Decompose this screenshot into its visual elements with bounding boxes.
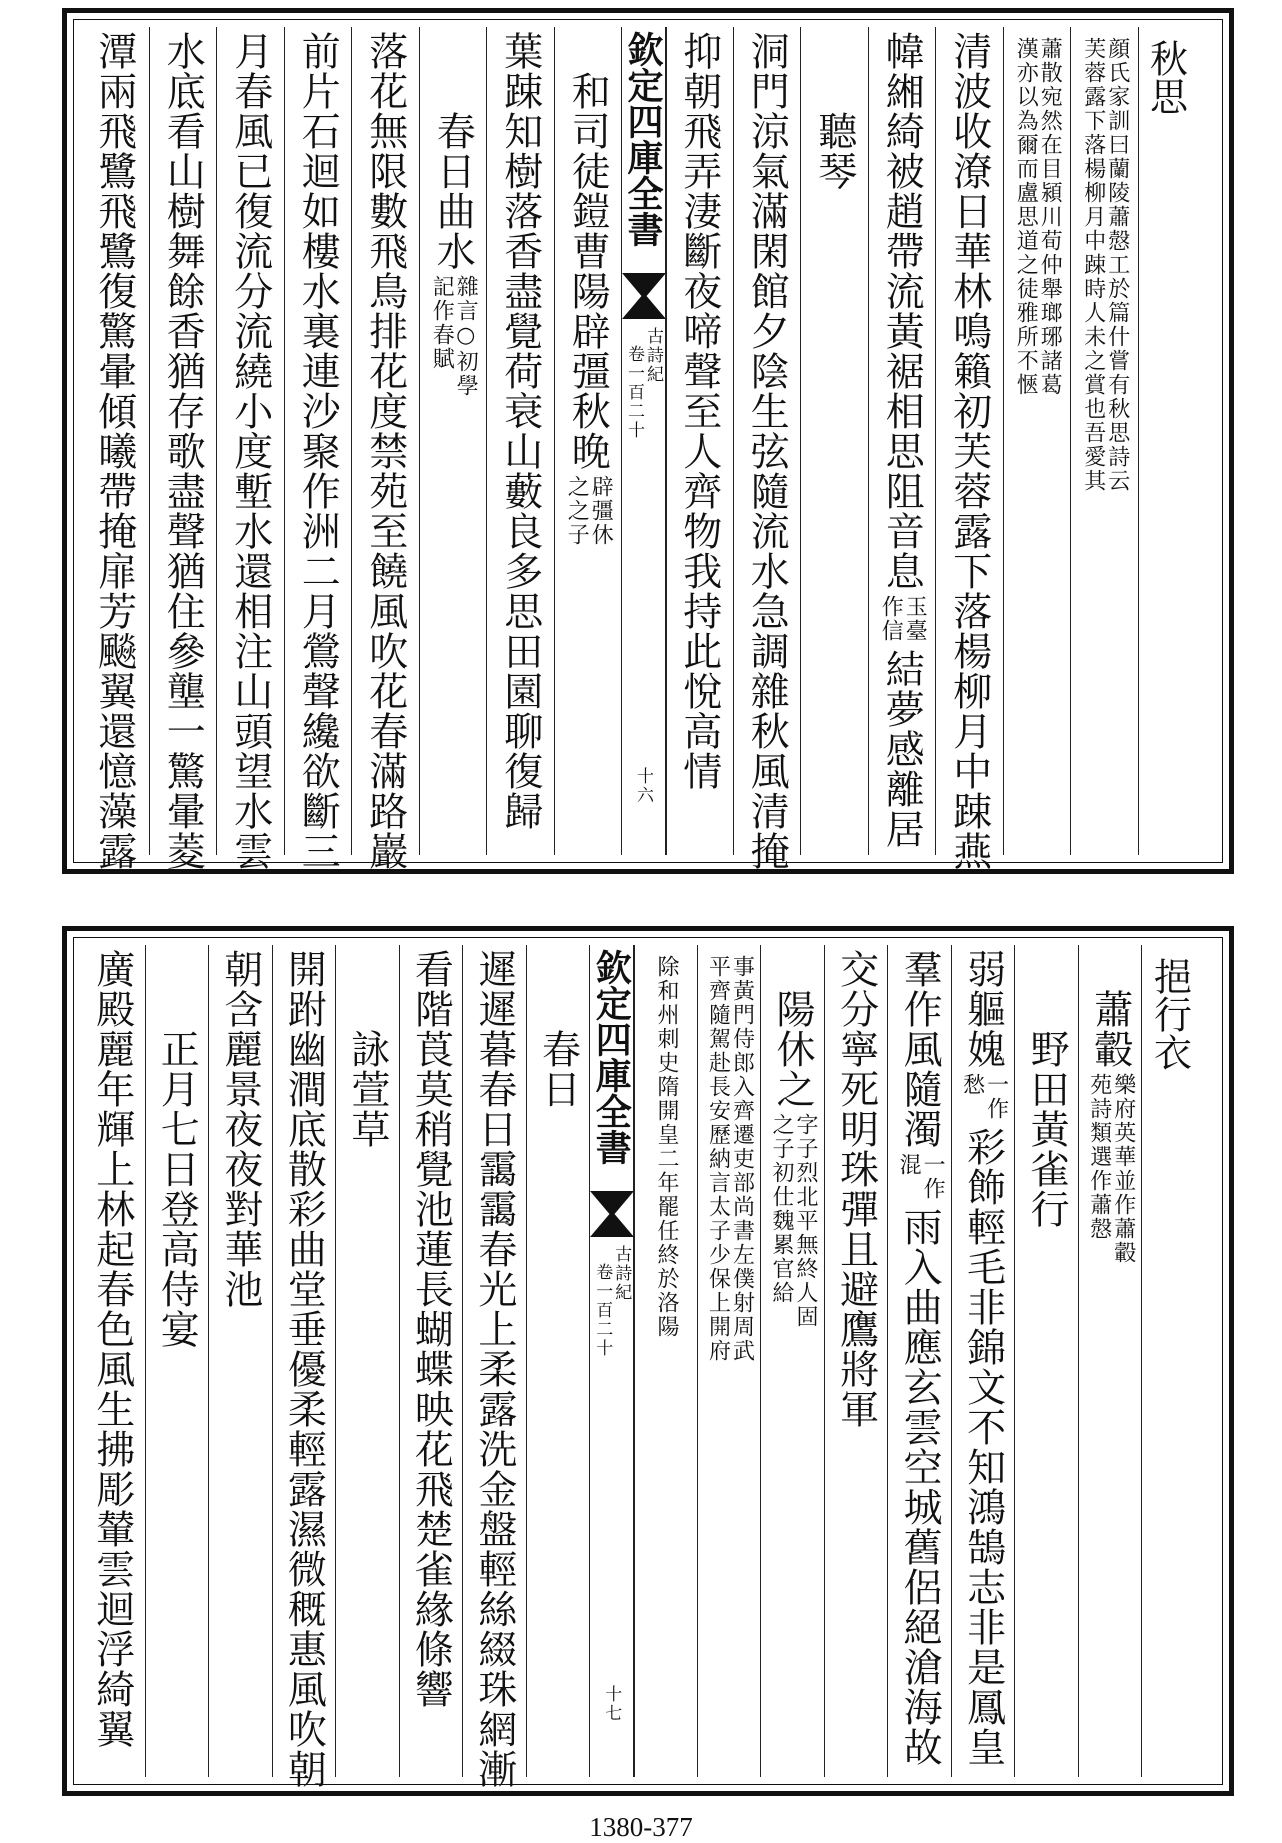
annotation-line-right: 事黃門侍郎入齊遷吏部尚書左僕射周武	[729, 955, 755, 1363]
note-right: 樂府英華並作蕭轂	[1110, 1073, 1136, 1265]
text-column	[1070, 27, 1139, 855]
text-column	[935, 27, 1004, 871]
verse-line: 蕭轂	[1087, 949, 1133, 1069]
text-column	[216, 27, 285, 871]
text-column	[951, 945, 1016, 1777]
text-column	[419, 27, 488, 855]
text-column	[1014, 945, 1079, 1777]
annotation-line: 除和州刺史隋開皇二年罷任終於洛陽	[653, 955, 679, 1339]
verse-line: 水底看山樹舞餘香猶存歌盡聲猶住參壟一驚暈菱	[160, 31, 206, 871]
verse-line: 和司徒鎧曹陽辟彊秋晚	[565, 31, 611, 471]
text-column	[462, 945, 527, 1789]
verse-line-continued: 雨入曲應玄雲空城舊侶絕滄海故	[897, 1207, 943, 1767]
verse-line: 聽琴	[811, 31, 857, 191]
book-title-mark: 古詩紀	[611, 1245, 632, 1302]
text-column	[621, 27, 667, 855]
verse-line: 春日	[535, 949, 581, 1109]
text-column	[824, 945, 889, 1777]
text-column	[633, 945, 698, 1777]
verse-line: 朝含麗景夜夜對華池	[217, 949, 263, 1309]
annotation-line-left: 漢亦以為爾而盧思道之徒雅所不愜	[1013, 37, 1039, 397]
verse-line: 開跗幽澗底散彩曲堂垂優柔輕露濕微穊惠風吹朝	[281, 949, 327, 1789]
verse-line: 洞門涼氣滿閑館夕陰生弦隨流水急調雜秋風清掩	[744, 31, 790, 871]
annotation-line-right: 顔氏家訓曰蘭陵蕭慤工於篇什嘗有秋思詩云	[1104, 37, 1130, 493]
bottom-page-columns	[81, 945, 1215, 1789]
text-column	[145, 945, 210, 1777]
book-banner: 欽定四庫全書	[622, 31, 664, 247]
text-column	[887, 945, 952, 1777]
text-column	[1003, 27, 1072, 855]
text-column	[335, 945, 400, 1777]
book-title-mark: 古詩紀	[643, 327, 663, 384]
verse-line: 月春風已復流分流繞小度塹水還相注山頭望水雲	[227, 31, 273, 871]
fishtail-mark-bottom	[590, 1211, 634, 1237]
volume-mark: 卷一百二十	[592, 1263, 613, 1358]
column-title: 挹行衣	[1147, 957, 1192, 1071]
note-left: 混	[896, 1153, 922, 1177]
verse-line: 看階莨莫稍覺池蓮長蝴蝶映花飛楚雀緣條響	[408, 949, 454, 1709]
verse-line: 遲遲暮春日靄靄春光上柔露洗金盤輕絲綴珠網漸	[471, 949, 517, 1789]
note-right: 一作	[983, 1073, 1009, 1121]
verse-line: 廣殿麗年輝上林起春色風生拂彫輦雲迴浮綺翼	[89, 949, 135, 1749]
text-column	[554, 27, 623, 855]
note-left: 記作春賦	[429, 275, 455, 371]
text-column	[760, 945, 825, 1777]
text-column	[208, 945, 273, 1777]
text-column	[399, 945, 464, 1777]
text-column	[1141, 945, 1206, 1777]
leaf-number: 十七	[601, 1685, 622, 1723]
text-column	[800, 27, 869, 855]
verse-line: 陽休之	[770, 949, 816, 1109]
verse-line: 潭兩飛鷺飛鷺復驚暈傾曦帶掩扉芳飈翼還憶藻露	[91, 31, 137, 871]
note-right: 辟彊休	[588, 475, 614, 547]
verse-line: 春日曲水	[430, 31, 476, 271]
annotation-line-right: 蕭散宛然在目潁川荀仲舉瑯琊諸葛	[1037, 37, 1063, 397]
note-left: 愁	[959, 1073, 985, 1097]
verse-line: 弱軀媿	[960, 949, 1006, 1069]
text-column	[697, 945, 762, 1777]
top-page	[62, 8, 1234, 874]
verse-line-continued: 彩飾輕毛非錦文不知鴻鵠志非是鳳皇	[960, 1127, 1006, 1767]
note-left: 之子初仕魏累官給	[769, 1113, 795, 1305]
verse-line: 清波收潦日華林鳴籟初芙蓉露下落楊柳月中踈燕	[946, 31, 992, 871]
text-column	[351, 27, 420, 871]
text-column	[149, 27, 218, 871]
page-number: 1380-377	[589, 1812, 693, 1842]
verse-line-continued: 結夢感離居	[879, 649, 925, 849]
text-column	[81, 945, 145, 1777]
note-right: 玉臺	[902, 595, 928, 643]
text-column	[868, 27, 937, 855]
note-right: 雜言○初學	[453, 275, 479, 398]
annotation-line-left: 平齊隨駕赴長安歷納言太子少保上開府	[705, 955, 731, 1363]
verse-line: 羣作風隨濁	[897, 949, 943, 1149]
note-right: 一作	[920, 1153, 946, 1201]
text-column	[272, 945, 337, 1789]
verse-line: 落花無限數飛鳥排花度禁苑至饒風吹花春滿路巖	[362, 31, 408, 871]
text-column	[486, 27, 555, 855]
book-banner: 欽定四庫全書	[590, 949, 633, 1165]
verse-line: 抑朝飛弄淒斷夜啼聲至人齊物我持此悅高情	[676, 31, 722, 791]
text-column	[1138, 27, 1207, 855]
text-column	[1078, 945, 1143, 1777]
text-column	[733, 27, 802, 871]
text-column	[526, 945, 591, 1777]
verse-line: 野田黃雀行	[1024, 949, 1070, 1229]
verse-line: 幃緗綺被趙帶流黃裾相思阻音息	[879, 31, 925, 591]
verse-line: 詠萱草	[344, 949, 390, 1149]
note-left: 苑詩類選作蕭慤	[1086, 1073, 1112, 1241]
column-title: 秋思	[1143, 39, 1188, 115]
top-page-columns	[81, 27, 1215, 871]
text-column	[284, 27, 353, 871]
text-column	[665, 27, 734, 855]
text-column	[81, 27, 149, 871]
volume-mark: 卷一百二十	[624, 345, 644, 440]
bottom-page	[62, 926, 1234, 1796]
note-left: 之之子	[564, 475, 590, 547]
note-left: 作信	[878, 595, 904, 643]
verse-line: 交分寧死明珠彈且避鷹將軍	[833, 949, 879, 1429]
annotation-line-left: 芙蓉露下落楊柳月中踈時人未之賞也吾愛其	[1080, 37, 1106, 493]
note-right: 字子烈北平無終人固	[793, 1113, 819, 1329]
text-column	[589, 945, 635, 1777]
leaf-number: 十六	[633, 767, 653, 805]
verse-line: 前片石迴如樓水裏連沙聚作洲二月鶯聲纔欲斷三	[295, 31, 341, 871]
verse-line: 正月七日登高侍宴	[154, 949, 200, 1349]
verse-line: 葉踈知樹落香盡覺荷衰山藪良多思田園聊復歸	[497, 31, 543, 831]
fishtail-mark-bottom	[622, 293, 666, 319]
